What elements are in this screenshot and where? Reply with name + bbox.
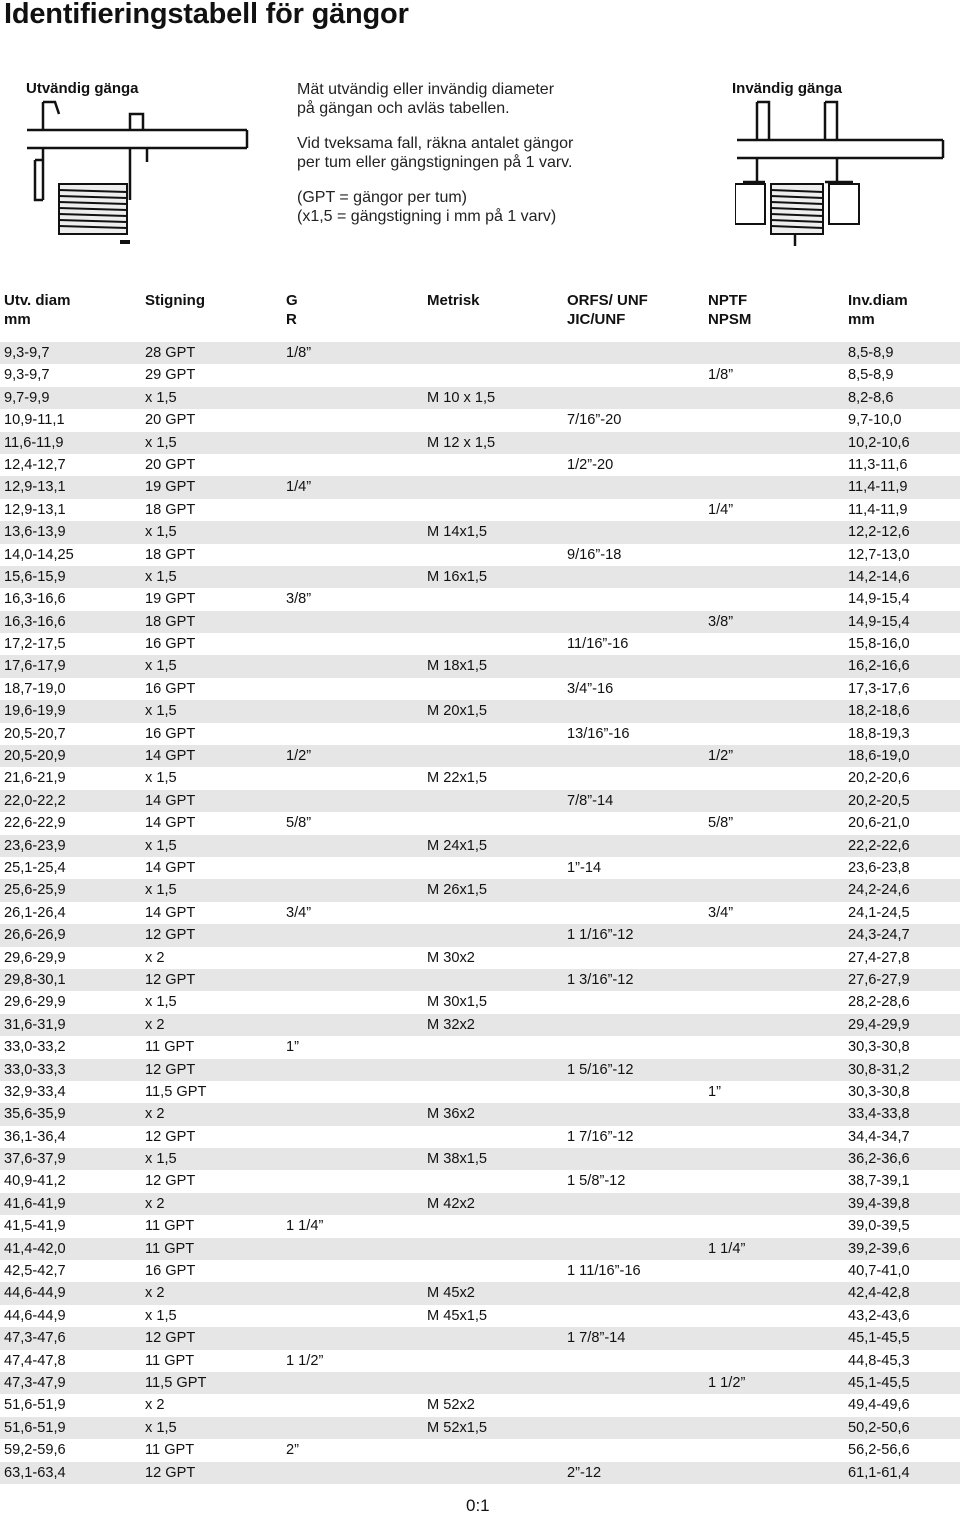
table-row xyxy=(0,342,960,364)
cell-outer-diameter: 22,0-22,2 xyxy=(4,792,66,809)
caliper-internal-illustration xyxy=(735,100,950,250)
cell-outer-diameter: 17,2-17,5 xyxy=(4,636,66,653)
cell-orfs-jic: 11/16”-16 xyxy=(567,636,629,653)
instruction-legend: (GPT = gängor per tum) (x1,5 = gängstigning i mm på 1 varv) xyxy=(297,189,557,225)
cell-pitch: 14 GPT xyxy=(145,815,196,832)
table-row xyxy=(0,1170,960,1192)
header-outer-diameter: Utv. diam mm xyxy=(4,292,71,328)
cell-inner-diameter: 61,1-61,4 xyxy=(848,1464,910,1481)
header-pitch: Stigning xyxy=(145,292,205,309)
cell-orfs-jic: 1 1/16”-12 xyxy=(567,927,634,944)
table-row xyxy=(0,611,960,633)
cell-metric: M 30x2 xyxy=(427,949,475,966)
cell-outer-diameter: 25,1-25,4 xyxy=(4,859,66,876)
scale-label: 0:1 xyxy=(466,1496,490,1515)
cell-inner-diameter: 44,8-45,3 xyxy=(848,1352,910,1369)
cell-outer-diameter: 9,3-9,7 xyxy=(4,367,50,384)
table-row xyxy=(0,857,960,879)
table-row xyxy=(0,1126,960,1148)
cell-inner-diameter: 24,3-24,7 xyxy=(848,927,910,944)
instructions xyxy=(297,80,573,242)
cell-inner-diameter: 12,7-13,0 xyxy=(848,546,910,563)
table-row xyxy=(0,1036,960,1058)
cell-g-r: 1 1/4” xyxy=(286,1218,324,1235)
cell-g-r: 5/8” xyxy=(286,815,312,832)
table-row xyxy=(0,924,960,946)
cell-inner-diameter: 11,4-11,9 xyxy=(848,479,908,496)
table-row xyxy=(0,767,960,789)
cell-pitch: x 1,5 xyxy=(145,1151,177,1168)
table-row xyxy=(0,476,960,498)
cell-pitch: 20 GPT xyxy=(145,412,196,429)
page-title: Identifieringstabell för gängor xyxy=(4,0,409,30)
cell-pitch: 28 GPT xyxy=(145,345,196,361)
cell-metric: M 30x1,5 xyxy=(427,994,488,1011)
cell-outer-diameter: 51,6-51,9 xyxy=(4,1419,66,1436)
cell-inner-diameter: 39,0-39,5 xyxy=(848,1218,910,1235)
cell-outer-diameter: 16,3-16,6 xyxy=(4,613,66,630)
cell-outer-diameter: 9,3-9,7 xyxy=(4,345,50,361)
caliper-external-illustration xyxy=(25,100,255,245)
header-g-r: G R xyxy=(286,292,298,328)
cell-inner-diameter: 20,6-21,0 xyxy=(848,815,910,832)
cell-inner-diameter: 45,1-45,5 xyxy=(848,1374,910,1391)
cell-metric: M 18x1,5 xyxy=(427,658,488,675)
cell-inner-diameter: 8,2-8,6 xyxy=(848,389,894,406)
cell-inner-diameter: 30,3-30,8 xyxy=(848,1039,910,1056)
cell-orfs-jic: 1 3/16”-12 xyxy=(567,971,634,988)
cell-inner-diameter: 11,4-11,9 xyxy=(848,501,908,518)
cell-inner-diameter: 39,4-39,8 xyxy=(848,1195,910,1212)
cell-outer-diameter: 44,6-44,9 xyxy=(4,1307,66,1324)
table-row xyxy=(0,1327,960,1349)
cell-inner-diameter: 56,2-56,6 xyxy=(848,1442,910,1459)
table-row xyxy=(0,387,960,409)
cell-pitch: x 1,5 xyxy=(145,524,177,541)
cell-outer-diameter: 13,6-13,9 xyxy=(4,524,66,541)
cell-outer-diameter: 22,6-22,9 xyxy=(4,815,66,832)
header-inner-diameter: Inv.diam mm xyxy=(848,292,908,328)
cell-inner-diameter: 40,7-41,0 xyxy=(848,1263,910,1280)
cell-pitch: x 1,5 xyxy=(145,1307,177,1324)
cell-orfs-jic: 2”-12 xyxy=(567,1464,602,1481)
cell-outer-diameter: 31,6-31,9 xyxy=(4,1016,66,1033)
cell-outer-diameter: 63,1-63,4 xyxy=(4,1464,66,1481)
table-row xyxy=(0,588,960,610)
thread-table xyxy=(0,342,960,1484)
cell-pitch: x 2 xyxy=(145,1106,165,1123)
table-row xyxy=(0,1103,960,1125)
cell-g-r: 1” xyxy=(286,1039,299,1056)
cell-pitch: 20 GPT xyxy=(145,456,196,473)
cell-orfs-jic: 1 7/8”-14 xyxy=(567,1330,626,1347)
table-row xyxy=(0,1372,960,1394)
cell-outer-diameter: 29,8-30,1 xyxy=(4,971,66,988)
cell-inner-diameter: 14,9-15,4 xyxy=(848,613,910,630)
table-row xyxy=(0,521,960,543)
cell-g-r: 1/4” xyxy=(286,479,312,496)
table-row xyxy=(0,454,960,476)
cell-pitch: 11 GPT xyxy=(145,1039,195,1056)
header-nptf-npsm: NPTF NPSM xyxy=(708,292,752,328)
cell-g-r: 3/8” xyxy=(286,591,312,608)
cell-inner-diameter: 24,2-24,6 xyxy=(848,882,910,899)
cell-outer-diameter: 17,6-17,9 xyxy=(4,658,66,675)
cell-pitch: x 1,5 xyxy=(145,837,177,854)
cell-orfs-jic: 1 7/16”-12 xyxy=(567,1128,634,1145)
cell-nptf-npsm: 1/2” xyxy=(708,748,734,765)
cell-g-r: 2” xyxy=(286,1442,299,1459)
cell-metric: M 38x1,5 xyxy=(427,1151,488,1168)
cell-outer-diameter: 32,9-33,4 xyxy=(4,1083,66,1100)
cell-pitch: x 2 xyxy=(145,949,165,966)
cell-metric: M 10 x 1,5 xyxy=(427,389,496,406)
table-row xyxy=(0,1417,960,1439)
cell-pitch: 12 GPT xyxy=(145,1330,196,1347)
cell-pitch: 19 GPT xyxy=(145,479,196,496)
table-row xyxy=(0,1260,960,1282)
cell-outer-diameter: 10,9-11,1 xyxy=(4,412,65,429)
table-row xyxy=(0,1282,960,1304)
cell-inner-diameter: 50,2-50,6 xyxy=(848,1419,910,1436)
cell-pitch: x 2 xyxy=(145,1285,165,1302)
cell-inner-diameter: 8,5-8,9 xyxy=(848,367,894,384)
cell-pitch: 12 GPT xyxy=(145,927,196,944)
cell-pitch: x 1,5 xyxy=(145,882,177,899)
cell-outer-diameter: 9,7-9,9 xyxy=(4,389,50,406)
cell-pitch: 16 GPT xyxy=(145,636,196,653)
cell-inner-diameter: 22,2-22,6 xyxy=(848,837,910,854)
cell-pitch: 12 GPT xyxy=(145,1173,196,1190)
cell-inner-diameter: 17,3-17,6 xyxy=(848,680,910,697)
cell-inner-diameter: 42,4-42,8 xyxy=(848,1285,910,1302)
header-metric: Metrisk xyxy=(427,292,480,309)
table-row xyxy=(0,1350,960,1372)
cell-outer-diameter: 51,6-51,9 xyxy=(4,1397,66,1414)
table-row xyxy=(0,633,960,655)
cell-pitch: x 1,5 xyxy=(145,658,177,675)
table-row xyxy=(0,790,960,812)
cell-pitch: 11,5 GPT xyxy=(145,1374,207,1391)
cell-inner-diameter: 28,2-28,6 xyxy=(848,994,910,1011)
cell-orfs-jic: 9/16”-18 xyxy=(567,546,622,563)
cell-inner-diameter: 18,8-19,3 xyxy=(848,725,910,742)
cell-outer-diameter: 20,5-20,7 xyxy=(4,725,66,742)
cell-orfs-jic: 1 5/16”-12 xyxy=(567,1061,634,1078)
cell-inner-diameter: 20,2-20,6 xyxy=(848,770,910,787)
cell-inner-diameter: 49,4-49,6 xyxy=(848,1397,910,1414)
cell-outer-diameter: 25,6-25,9 xyxy=(4,882,66,899)
cell-orfs-jic: 7/8”-14 xyxy=(567,792,614,809)
cell-outer-diameter: 15,6-15,9 xyxy=(4,568,66,585)
cell-outer-diameter: 47,3-47,9 xyxy=(4,1374,66,1391)
cell-pitch: 19 GPT xyxy=(145,591,196,608)
cell-outer-diameter: 37,6-37,9 xyxy=(4,1151,66,1168)
cell-pitch: 14 GPT xyxy=(145,792,196,809)
cell-pitch: 11 GPT xyxy=(145,1218,195,1235)
cell-inner-diameter: 14,2-14,6 xyxy=(848,568,910,585)
cell-inner-diameter: 14,9-15,4 xyxy=(848,591,910,608)
table-row xyxy=(0,1014,960,1036)
instruction-measure: Mät utvändig eller invändig diameter på gängan och avläs tabellen. xyxy=(297,81,555,117)
cell-metric: M 24x1,5 xyxy=(427,837,488,854)
table-row xyxy=(0,969,960,991)
cell-nptf-npsm: 3/8” xyxy=(708,613,734,630)
cell-metric: M 14x1,5 xyxy=(427,524,488,541)
cell-outer-diameter: 26,6-26,9 xyxy=(4,927,66,944)
cell-outer-diameter: 40,9-41,2 xyxy=(4,1173,66,1190)
cell-pitch: 11 GPT xyxy=(145,1442,195,1459)
cell-metric: M 52x2 xyxy=(427,1397,475,1414)
cell-metric: M 16x1,5 xyxy=(427,568,488,585)
table-row xyxy=(0,1394,960,1416)
cell-inner-diameter: 20,2-20,5 xyxy=(848,792,910,809)
table-row xyxy=(0,991,960,1013)
cell-nptf-npsm: 5/8” xyxy=(708,815,734,832)
cell-metric: M 22x1,5 xyxy=(427,770,488,787)
table-row xyxy=(0,432,960,454)
cell-g-r: 1/8” xyxy=(286,345,312,361)
cell-outer-diameter: 26,1-26,4 xyxy=(4,904,66,921)
table-row xyxy=(0,1215,960,1237)
cell-outer-diameter: 47,4-47,8 xyxy=(4,1352,66,1369)
cell-outer-diameter: 20,5-20,9 xyxy=(4,748,66,765)
cell-inner-diameter: 16,2-16,6 xyxy=(848,658,910,675)
cell-inner-diameter: 11,3-11,6 xyxy=(848,456,908,473)
cell-outer-diameter: 33,0-33,2 xyxy=(4,1039,66,1056)
table-row xyxy=(0,1238,960,1260)
cell-pitch: x 2 xyxy=(145,1397,165,1414)
cell-outer-diameter: 41,6-41,9 xyxy=(4,1195,66,1212)
instruction-count: Vid tveksama fall, räkna antalet gängor per tum eller gängstigningen på 1 varv. xyxy=(297,135,574,171)
table-row xyxy=(0,879,960,901)
cell-inner-diameter: 12,2-12,6 xyxy=(848,524,910,541)
cell-inner-diameter: 27,6-27,9 xyxy=(848,971,910,988)
cell-metric: M 26x1,5 xyxy=(427,882,488,899)
header-orfs-jic: ORFS/ UNF JIC/UNF xyxy=(567,292,648,328)
cell-outer-diameter: 35,6-35,9 xyxy=(4,1106,66,1123)
cell-orfs-jic: 1 11/16”-16 xyxy=(567,1263,641,1280)
cell-outer-diameter: 33,0-33,3 xyxy=(4,1061,66,1078)
cell-pitch: x 1,5 xyxy=(145,389,177,406)
cell-pitch: 14 GPT xyxy=(145,904,196,921)
cell-pitch: 18 GPT xyxy=(145,613,196,630)
cell-outer-diameter: 12,9-13,1 xyxy=(4,501,66,518)
cell-pitch: x 1,5 xyxy=(145,770,177,787)
cell-inner-diameter: 34,4-34,7 xyxy=(848,1128,910,1145)
cell-inner-diameter: 45,1-45,5 xyxy=(848,1330,910,1347)
cell-metric: M 20x1,5 xyxy=(427,703,488,720)
table-row xyxy=(0,1462,960,1484)
table-row xyxy=(0,499,960,521)
cell-outer-diameter: 59,2-59,6 xyxy=(4,1442,66,1459)
cell-metric: M 42x2 xyxy=(427,1195,475,1212)
table-row xyxy=(0,745,960,767)
table-row xyxy=(0,1059,960,1081)
cell-inner-diameter: 29,4-29,9 xyxy=(848,1016,910,1033)
cell-orfs-jic: 3/4”-16 xyxy=(567,680,614,697)
cell-pitch: 14 GPT xyxy=(145,748,196,765)
cell-orfs-jic: 1/2”-20 xyxy=(567,456,614,473)
cell-metric: M 45x2 xyxy=(427,1285,475,1302)
cell-outer-diameter: 23,6-23,9 xyxy=(4,837,66,854)
table-row xyxy=(0,723,960,745)
external-thread-label: Utvändig gänga xyxy=(26,80,139,97)
cell-pitch: x 1,5 xyxy=(145,1419,177,1436)
cell-pitch: 12 GPT xyxy=(145,971,196,988)
cell-outer-diameter: 19,6-19,9 xyxy=(4,703,66,720)
cell-inner-diameter: 30,3-30,8 xyxy=(848,1083,910,1100)
cell-inner-diameter: 15,8-16,0 xyxy=(848,636,910,653)
cell-inner-diameter: 9,7-10,0 xyxy=(848,412,902,429)
cell-metric: M 12 x 1,5 xyxy=(427,434,496,451)
cell-inner-diameter: 10,2-10,6 xyxy=(848,434,910,451)
cell-metric: M 32x2 xyxy=(427,1016,475,1033)
cell-pitch: x 1,5 xyxy=(145,703,177,720)
cell-inner-diameter: 43,2-43,6 xyxy=(848,1307,910,1324)
cell-inner-diameter: 27,4-27,8 xyxy=(848,949,910,966)
table-row xyxy=(0,902,960,924)
table-row xyxy=(0,1305,960,1327)
cell-metric: M 36x2 xyxy=(427,1106,475,1123)
cell-nptf-npsm: 1/8” xyxy=(708,367,734,384)
cell-outer-diameter: 12,4-12,7 xyxy=(4,456,66,473)
cell-outer-diameter: 29,6-29,9 xyxy=(4,994,66,1011)
table-row xyxy=(0,655,960,677)
cell-inner-diameter: 24,1-24,5 xyxy=(848,904,910,921)
cell-outer-diameter: 12,9-13,1 xyxy=(4,479,66,496)
cell-orfs-jic: 1 5/8”-12 xyxy=(567,1173,626,1190)
cell-outer-diameter: 16,3-16,6 xyxy=(4,591,66,608)
cell-pitch: 12 GPT xyxy=(145,1128,196,1145)
cell-pitch: 16 GPT xyxy=(145,680,196,697)
table-row xyxy=(0,947,960,969)
cell-outer-diameter: 29,6-29,9 xyxy=(4,949,66,966)
table-row xyxy=(0,409,960,431)
cell-nptf-npsm: 3/4” xyxy=(708,904,734,921)
cell-pitch: 16 GPT xyxy=(145,725,196,742)
table-row xyxy=(0,835,960,857)
cell-orfs-jic: 7/16”-20 xyxy=(567,412,622,429)
cell-outer-diameter: 11,6-11,9 xyxy=(4,434,64,451)
table-row xyxy=(0,1439,960,1461)
cell-outer-diameter: 18,7-19,0 xyxy=(4,680,66,697)
cell-inner-diameter: 8,5-8,9 xyxy=(848,345,894,361)
cell-inner-diameter: 36,2-36,6 xyxy=(848,1151,910,1168)
cell-pitch: x 1,5 xyxy=(145,434,177,451)
table-row xyxy=(0,678,960,700)
cell-inner-diameter: 38,7-39,1 xyxy=(848,1173,910,1190)
cell-pitch: 16 GPT xyxy=(145,1263,196,1280)
cell-pitch: 29 GPT xyxy=(145,367,196,384)
cell-orfs-jic: 13/16”-16 xyxy=(567,725,630,742)
cell-pitch: 14 GPT xyxy=(145,859,196,876)
table-row xyxy=(0,812,960,834)
cell-outer-diameter: 41,5-41,9 xyxy=(4,1218,66,1235)
cell-metric: M 52x1,5 xyxy=(427,1419,488,1436)
cell-inner-diameter: 18,2-18,6 xyxy=(848,703,910,720)
cell-metric: M 45x1,5 xyxy=(427,1307,488,1324)
cell-outer-diameter: 42,5-42,7 xyxy=(4,1263,66,1280)
cell-pitch: x 1,5 xyxy=(145,994,177,1011)
cell-inner-diameter: 30,8-31,2 xyxy=(848,1061,910,1078)
cell-g-r: 1 1/2” xyxy=(286,1352,324,1369)
cell-pitch: 18 GPT xyxy=(145,501,196,518)
cell-g-r: 3/4” xyxy=(286,904,312,921)
cell-orfs-jic: 1”-14 xyxy=(567,859,602,876)
cell-nptf-npsm: 1” xyxy=(708,1083,721,1100)
cell-g-r: 1/2” xyxy=(286,748,312,765)
cell-outer-diameter: 21,6-21,9 xyxy=(4,770,66,787)
cell-nptf-npsm: 1 1/4” xyxy=(708,1240,746,1257)
cell-outer-diameter: 44,6-44,9 xyxy=(4,1285,66,1302)
cell-pitch: x 1,5 xyxy=(145,568,177,585)
cell-nptf-npsm: 1/4” xyxy=(708,501,734,518)
table-row xyxy=(0,1193,960,1215)
cell-outer-diameter: 47,3-47,6 xyxy=(4,1330,66,1347)
table-row xyxy=(0,700,960,722)
cell-pitch: 12 GPT xyxy=(145,1061,196,1078)
cell-pitch: 12 GPT xyxy=(145,1464,196,1481)
table-row xyxy=(0,1081,960,1103)
cell-inner-diameter: 23,6-23,8 xyxy=(848,859,910,876)
table-row xyxy=(0,1148,960,1170)
cell-pitch: 11 GPT xyxy=(145,1240,195,1257)
cell-pitch: x 2 xyxy=(145,1195,165,1212)
table-row xyxy=(0,544,960,566)
cell-pitch: x 2 xyxy=(145,1016,165,1033)
table-row xyxy=(0,566,960,588)
table-row xyxy=(0,364,960,386)
cell-pitch: 18 GPT xyxy=(145,546,196,563)
cell-outer-diameter: 14,0-14,25 xyxy=(4,546,74,563)
cell-pitch: 11,5 GPT xyxy=(145,1083,207,1100)
internal-thread-label: Invändig gänga xyxy=(732,80,843,97)
cell-inner-diameter: 18,6-19,0 xyxy=(848,748,910,765)
cell-outer-diameter: 36,1-36,4 xyxy=(4,1128,66,1145)
cell-nptf-npsm: 1 1/2” xyxy=(708,1374,746,1391)
cell-pitch: 11 GPT xyxy=(145,1352,195,1369)
cell-outer-diameter: 41,4-42,0 xyxy=(4,1240,66,1257)
cell-inner-diameter: 39,2-39,6 xyxy=(848,1240,910,1257)
cell-inner-diameter: 33,4-33,8 xyxy=(848,1106,910,1123)
